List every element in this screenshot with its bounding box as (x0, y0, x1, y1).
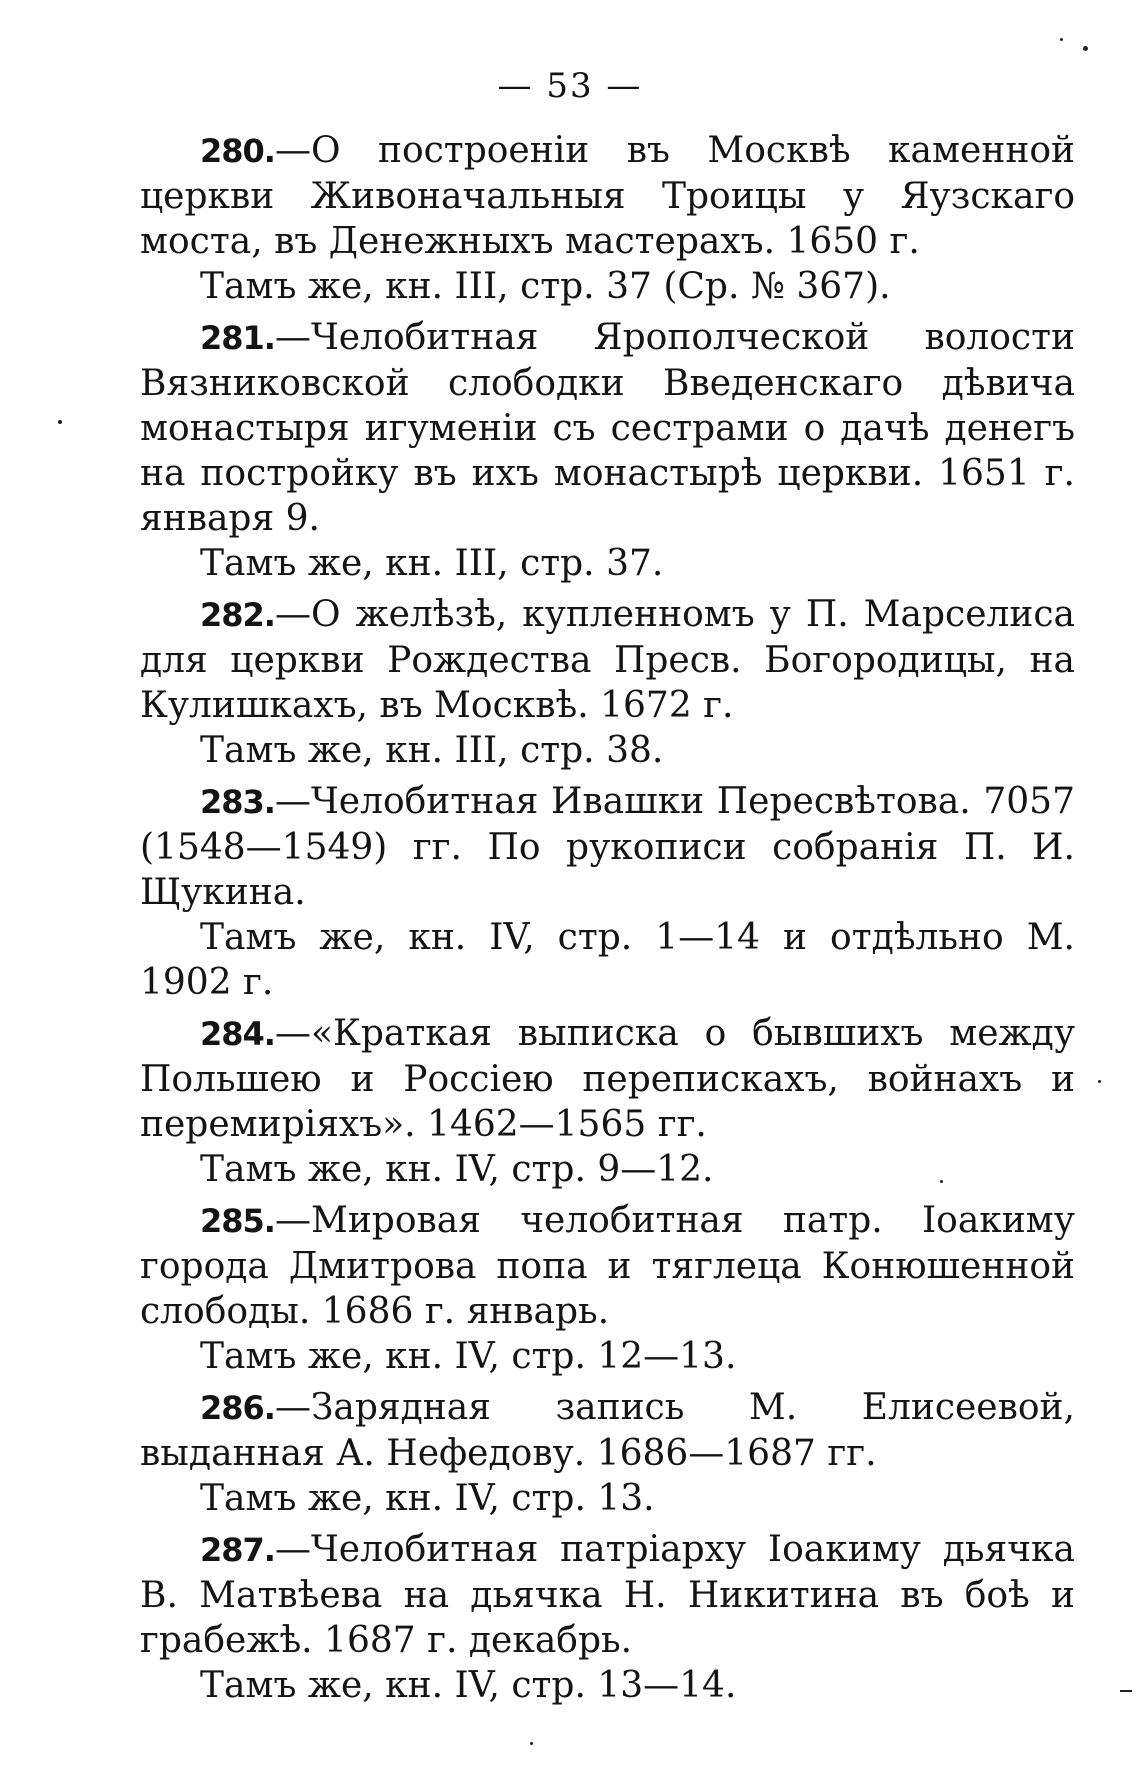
entry-text: —Челобитная патрiарху Iоакиму дьячка В. Матвѣева на дьячка Н. Никитина въ боѣ и грабежѣ. 1687 г. декабрь. (140, 1529, 1075, 1661)
entry-number: 286. (200, 1389, 275, 1427)
entry-284 (140, 1011, 1075, 1192)
entry-source: Тамъ же, кн. III, стр. 37. (200, 543, 664, 584)
entry-text: —«Краткая выписка о бывшихъ между Польшею и Россiею перепискахъ, войнахъ и перемирiяхъ». 1462—1565 гг. (140, 1013, 1075, 1145)
entry-text: —О желѣзѣ, купленномъ у П. Марселиса для церкви Рождества Пресв. Богородицы, на Кулишкахъ, въ Москвѣ. 1672 г. (140, 594, 1075, 726)
entry-number: 282. (200, 596, 275, 634)
entry-number: 284. (200, 1015, 275, 1053)
entry-286 (140, 1385, 1075, 1521)
entry-285 (140, 1198, 1075, 1379)
entry-source: Тамъ же, кн. IV, стр. 13—14. (200, 1665, 737, 1706)
scan-speck (1120, 1690, 1132, 1692)
entry-description (140, 592, 1075, 728)
entry-text: —О построенiи въ Москвѣ каменной церкви Живоначальныя Троицы у Яузскаго моста, въ Денежныхъ мастерахъ. 1650 г. (140, 130, 1075, 262)
entry-287 (140, 1527, 1075, 1708)
entry-description (140, 1198, 1075, 1334)
entry-number: 283. (200, 783, 275, 821)
entry-description (140, 1527, 1075, 1663)
scan-speck (1083, 46, 1088, 51)
entry-source: Тамъ же, кн. III, стр. 37 (Ср. № 367). (200, 266, 891, 307)
entry-source: Тамъ же, кн. IV, стр. 13. (200, 1478, 655, 1519)
entry-281 (140, 315, 1075, 586)
entry-description (140, 128, 1075, 264)
entry-text: —Челобитная Ярополческой волости Вязниковской слободки Введенскаго дѣвича монастыря игуменiи съ сестрами о дачѣ денегъ на постройку въ ихъ монастырѣ церкви. 1651 г. января 9. (140, 317, 1075, 539)
entry-source: Тамъ же, кн. III, стр. 38. (200, 730, 664, 771)
entry-number: 281. (200, 319, 275, 357)
entry-source: Тамъ же, кн. IV, стр. 12—13. (200, 1336, 737, 1377)
scan-speck (1060, 38, 1063, 41)
entry-description (140, 779, 1075, 915)
entry-list (140, 128, 1075, 1714)
entry-source: Тамъ же, кн. IV, стр. 1—14 и отдѣльно М. 1902 г. (140, 917, 1075, 1003)
entry-text: —Мировая челобитная патр. Iоакиму города Дмитрова попа и тяглеца Конюшенной слободы. 1686 г. январь. (140, 1200, 1075, 1332)
entry-282 (140, 592, 1075, 773)
entry-description (140, 1385, 1075, 1476)
entry-number: 287. (200, 1531, 275, 1569)
entry-text: —Зарядная запись М. Елисеевой, выданная А. Нефедову. 1686—1687 гг. (140, 1387, 1075, 1474)
page-number: — 53 — (497, 66, 643, 106)
entry-283 (140, 779, 1075, 1005)
entry-source: Тамъ же, кн. IV, стр. 9—12. (200, 1149, 714, 1190)
entry-280 (140, 128, 1075, 309)
entry-number: 285. (200, 1202, 275, 1240)
scan-speck (58, 420, 62, 424)
entry-number: 280. (200, 132, 275, 170)
scan-speck (1098, 1080, 1101, 1083)
entry-description (140, 1011, 1075, 1147)
entry-description (140, 315, 1075, 541)
scan-speck (530, 1742, 533, 1745)
scan-speck (940, 1180, 943, 1183)
entry-text: —Челобитная Ивашки Пересвѣтова. 7057 (1548—1549) гг. По рукописи собранiя П. И. Щукина. (140, 781, 1075, 913)
